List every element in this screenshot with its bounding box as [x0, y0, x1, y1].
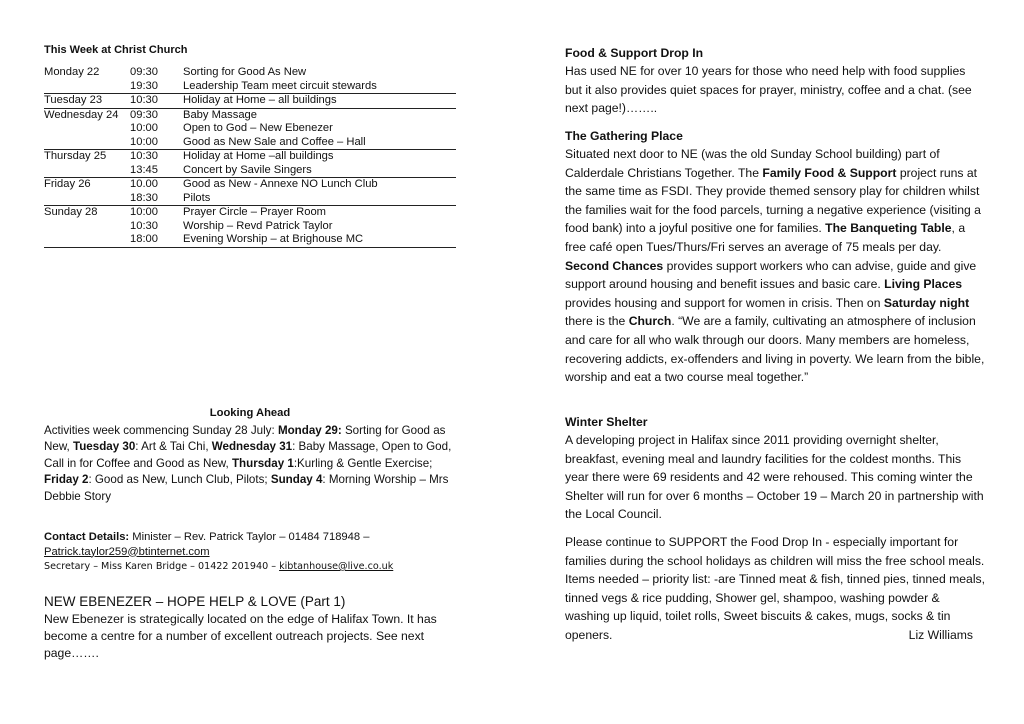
- gathering-bold-term: The Banqueting Table: [825, 221, 952, 236]
- schedule-event: Sorting for Good As New: [183, 66, 307, 78]
- schedule-event: Baby Massage: [183, 108, 456, 122]
- schedule-day: Monday 22: [44, 66, 100, 78]
- gathering-text-part: project runs at the same time as FSDI. They provide themed sensory play for children whilst the families wait for the food parcels, turning a negative experience (visiting a food bank) into a joyful positive one for families.: [565, 165, 981, 236]
- schedule-event: Holiday at Home –all buildings: [183, 150, 456, 164]
- schedule-time: 13:45: [130, 163, 158, 176]
- gathering-bold-term: Family Food & Support: [762, 165, 897, 180]
- table-row: [44, 150, 456, 164]
- ahead-day: Sunday 4: [270, 473, 323, 487]
- schedule-event: Leadership Team meet circuit stewards: [183, 79, 377, 92]
- table-row: [44, 233, 456, 247]
- ahead-activity: : Good as New, Lunch Club, Pilots;: [88, 473, 271, 487]
- ahead-day: Thursday 1: [231, 456, 294, 470]
- ahead-activity: : Baby Massage, Open to God, Call in for Coffee and Good as New,: [44, 440, 452, 470]
- schedule-time: 10:30: [130, 150, 183, 164]
- schedule-time: 10:00: [130, 135, 158, 148]
- support-appeal-body: Please continue to SUPPORT the Food Drop In - especially important for families during the school holidays as children will miss the free school meals. Items needed – priority list: -are Tinned meat & fish, tinned pies, tinned meals, tinned vegs & rice pudding, Shower gel, shampoo, washing powder & washing up liquid, toilet rolls, Sweet biscuits & cakes, mugs, socks & tin openers.: [565, 535, 986, 642]
- looking-ahead-text: [44, 423, 456, 505]
- gathering-text-part: provides housing and support for women in crisis. Then on: [565, 295, 884, 310]
- schedule-time: 10:30: [130, 94, 183, 109]
- gathering-text-part: , a free café open Tues/Thurs/Fri serves an average of 75 meals per day.: [565, 221, 966, 254]
- ahead-activity: : Art & Tai Chi,: [135, 440, 212, 454]
- table-row: [44, 66, 456, 80]
- gathering-place-section: [565, 127, 985, 387]
- schedule-time: 18:00: [130, 233, 183, 247]
- ahead-day: Friday 2: [44, 473, 89, 487]
- gathering-text-part: . “We are a family, cultivating an atmosphere of inclusion and care for all who walk through our doors. Many members are homeless, recovering addicts, ex-offenders and living in poverty. We learn from the bible, worship and eat a two course meal together.”: [565, 314, 985, 385]
- gathering-bold-term: Second Chances: [565, 258, 664, 273]
- minister-email-link[interactable]: Patrick.taylor259@btinternet.com: [44, 545, 210, 558]
- schedule-table: [44, 66, 456, 248]
- schedule-event: Holiday at Home – all buildings: [183, 94, 456, 109]
- article-title: NEW EBENEZER – HOPE HELP & LOVE (Part 1): [44, 594, 346, 609]
- gathering-text-part: there is the: [565, 314, 629, 329]
- schedule-event: Good as New - Annexe NO Lunch Club: [183, 178, 456, 192]
- contact-details: [44, 530, 464, 574]
- winter-shelter-section: [565, 413, 985, 524]
- schedule-event: Open to God – New Ebenezer: [183, 122, 333, 134]
- schedule-day: Thursday 25: [44, 150, 130, 164]
- schedule-event: Worship – Revd Patrick Taylor: [183, 219, 333, 232]
- ahead-activity: :Kurling & Gentle Exercise;: [293, 456, 433, 470]
- support-appeal-text: [565, 533, 985, 645]
- table-row: [44, 220, 456, 234]
- secretary-line: Secretary – Miss Karen Bridge – 01422 201940 –: [44, 561, 280, 572]
- table-row: [44, 178, 456, 192]
- schedule-time: 09:30: [130, 108, 183, 122]
- ahead-day: Wednesday 31: [211, 440, 293, 454]
- schedule-event: Good as New Sale and Coffee – Hall: [183, 135, 366, 148]
- contact-label: Contact Details:: [44, 531, 130, 543]
- schedule-event: Evening Worship – at Brighouse MC: [183, 233, 456, 247]
- schedule-day: Tuesday 23: [44, 94, 130, 109]
- winter-shelter-text: A developing project in Halifax since 2011 providing overnight shelter, breakfast, evening meal and laundry facilities for the coldest months. This year there were 69 residents and 42 were rehoused. This coming winter the Shelter will run for over 6 months – October 19 – March 20 in partnership with the Local Council.: [565, 433, 984, 522]
- gathering-bold-term: Saturday night: [883, 295, 970, 310]
- ahead-intro: Activities week commencing Sunday 28 July:: [44, 424, 275, 437]
- table-row: [44, 108, 456, 122]
- signature: Liz Williams: [908, 627, 973, 642]
- article-text: New Ebenezer is strategically located on the edge of Halifax Town. It has become a centre for a number of excellent outreach projects. See next page…….: [44, 612, 437, 660]
- schedule-time: 09:30: [130, 66, 158, 78]
- gathering-place-text: [565, 145, 985, 387]
- table-row: [44, 206, 456, 220]
- schedule-event: Prayer Circle – Prayer Room: [183, 206, 456, 220]
- gathering-text-part: Situated next door to NE (was the old Sunday School building) part of Calderdale Christians Together. The: [565, 147, 940, 180]
- table-row: [44, 136, 456, 150]
- food-drop-in-section: [565, 44, 985, 118]
- schedule-time: 10.00: [130, 178, 183, 192]
- ahead-day: Tuesday 30: [73, 440, 136, 454]
- ahead-day: Monday 29:: [277, 424, 342, 437]
- winter-shelter-title: Winter Shelter: [565, 415, 648, 429]
- ahead-activity: Sorting for Good as New,: [44, 424, 446, 454]
- minister-line: Minister – Rev. Patrick Taylor – 01484 718948 –: [129, 531, 370, 543]
- table-row: [44, 164, 456, 178]
- food-drop-in-text: Has used NE for over 10 years for those who need help with food supplies but it also provides quiet spaces for prayer, ministry, coffee and a chat. (see next page!)……..: [565, 64, 972, 116]
- schedule-day: Sunday 28: [44, 206, 130, 220]
- gathering-bold-term: Church: [628, 314, 672, 329]
- schedule-time: 10:00: [130, 206, 183, 220]
- schedule-event: Pilots: [183, 191, 211, 204]
- ahead-activity: : Morning Worship – Mrs Debbie Story: [44, 473, 449, 503]
- schedule-time: 19:30: [130, 79, 158, 92]
- table-row: [44, 192, 456, 206]
- looking-ahead-heading: Looking Ahead: [209, 407, 291, 419]
- schedule-day: Wednesday 24: [44, 108, 130, 136]
- secretary-email-link[interactable]: kibtanhouse@live.co.uk: [279, 561, 394, 572]
- schedule-heading: This Week at Christ Church: [44, 44, 188, 56]
- table-row: [44, 94, 456, 109]
- food-drop-in-title: Food & Support Drop In: [565, 46, 704, 60]
- gathering-text-part: provides support workers who can advise, guide and give support around housing and benefit issues and basic care.: [565, 258, 977, 292]
- schedule-time: 18:30: [130, 191, 158, 204]
- support-appeal-section: [565, 533, 985, 645]
- schedule-time: 10:30: [130, 219, 158, 232]
- schedule-event: Concert by Savile Singers: [183, 163, 312, 176]
- table-row: [44, 80, 456, 94]
- schedule-day: Friday 26: [44, 178, 130, 192]
- schedule-time: 10:00: [130, 122, 158, 134]
- gathering-bold-term: Living Places: [884, 277, 963, 292]
- gathering-place-title: The Gathering Place: [565, 129, 683, 143]
